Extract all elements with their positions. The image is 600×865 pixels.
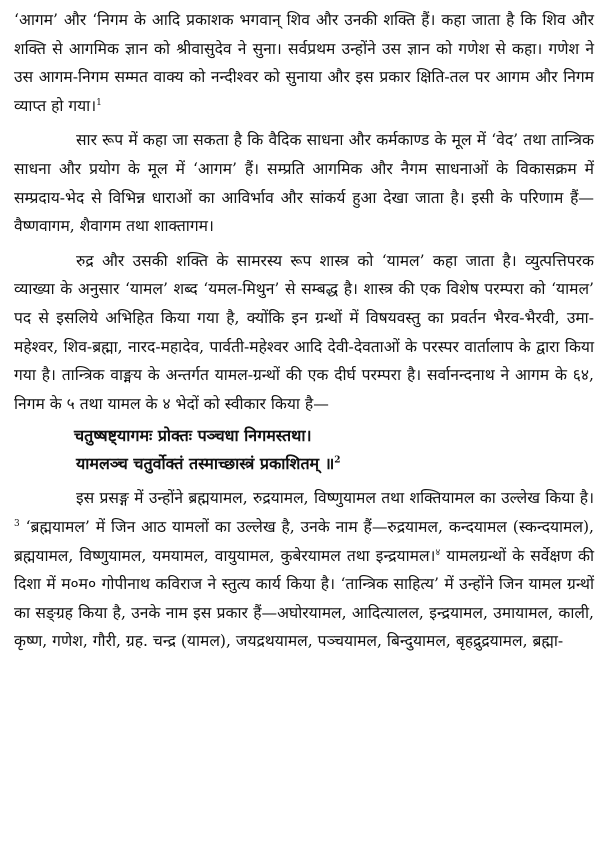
paragraph-yamal [14, 247, 594, 419]
paragraph-text: यामलग्रन्थों के सर्वेक्षण की दिशा में म०म० गोपीनाथ कविराज ने स्तुत्य कार्य किया है। ‘तान्त्रिक साहित्य’ में उन्होंने जिन यामल ग्रन्थों का सङ्ग्रह किया है, उनके नाम इस प्रकार हैं—अघोरयामल, आदित्यालल, इन्द्रयामल, उमायामल, काली, कृष्ण, गणेश, गौरी, ग्रह. चन्द्र (यामल), जयद्रथयामल, पञ्चयामल, बिन्दुयामल, बृहद्रुद्रयामल, ब्रह्मा- [14, 546, 594, 651]
paragraph-text: इस प्रसङ्ग में उन्होंने ब्रह्मयामल, रुद्रयामल, विष्णुयामल तथा शक्तियामल का उल्लेख किया है। [76, 489, 594, 508]
footnote-marker[interactable]: 3 [14, 518, 20, 529]
paragraph-text: ‘ब्रह्मयामल’ में जिन आठ यामलों का उल्लेख है, उनके नाम हैं—रुद्रयामल, कन्दयामल (स्कन्दयामल), ब्रह्मयामल, विष्णुयामल, यमयामल, वायुयामल, कुबेरयामल तथा इन्द्रयामल। [14, 517, 594, 565]
verse-line-2 [14, 450, 594, 478]
paragraph-yamal-list [14, 484, 594, 656]
sanskrit-verse [14, 422, 594, 478]
verse-line-2-text: यामलञ्च चतुर्वोक्तं तस्माच्छास्त्रं प्रकाशितम् ॥ [76, 454, 335, 474]
paragraph-text: ‘आगम’ और ‘निगम के आदि प्रकाशक भगवान् शिव और उनकी शक्ति हैं। कहा जाता है कि शिव और शक्ति से आगमिक ज्ञान को श्रीवासुदेव ने सुना। सर्वप्रथम उन्होंने उस ज्ञान को गणेश से कहा। गणेश ने उस आगम-निगम सम्मत वाक्य को नन्दीश्वर को सुनाया और इस प्रकार क्षिति-तल पर आगम और निगम व्याप्त हो गया। [14, 11, 594, 115]
footnote-marker[interactable]: 2 [334, 455, 341, 466]
paragraph-text: रुद्र और उसकी शक्ति के सामरस्य रूप शास्त्र को ‘यामल’ कहा जाता है। व्युत्पत्तिपरक व्याख्या के अनुसार ‘यामल’ शब्द ‘यमल-मिथुन’ से सम्बद्ध है। शास्त्र की एक विशेष परम्परा को ‘यामल’ पद से इसलिये अभिहित किया गया है, क्योंकि इन ग्रन्थों में विषयवस्तु का प्रवर्तन भैरव-भैरवी, उमा-महेश्वर, शिव-ब्रह्मा, नारद-महादेव, पार्वती-महेश्वर आदि देवी-देवताओं के परस्पर वार्तालाप के द्वारा किया गया है। तान्त्रिक वाङ्मय के अन्तर्गत यामल-ग्रन्थों की एक दीर्घ परम्परा है। सर्वानन्दनाथ ने आगम के ६४, निगम के ५ तथा यामल के ४ भेदों को स्वीकार किया है— [14, 251, 594, 413]
verse-line-1: चतुष्षष्ट्यागमः प्रोक्तः पञ्चधा निगमस्तथा। [74, 426, 312, 446]
footnote-marker[interactable]: 1 [96, 97, 102, 108]
paragraph-agam-nigam [14, 6, 594, 120]
paragraph-text: सार रूप में कहा जा सकता है कि वैदिक साधना और कर्मकाण्ड के मूल में ‘वेद’ तथा तान्त्रिक साधना और प्रयोग के मूल में ‘आगम’ हैं। सम्प्रति आगमिक और नैगम साधनाओं के विकासक्रम में सम्प्रदाय-भेद से विभिन्न धाराओं का आविर्भाव और सांकर्य हुआ देखा जाता है। इसी के परिणाम हैं—वैष्णवागम, शैवागम तथा शाक्तागम। [14, 131, 594, 236]
footnote-marker[interactable]: ४ [435, 547, 441, 558]
paragraph-summary [14, 126, 594, 240]
